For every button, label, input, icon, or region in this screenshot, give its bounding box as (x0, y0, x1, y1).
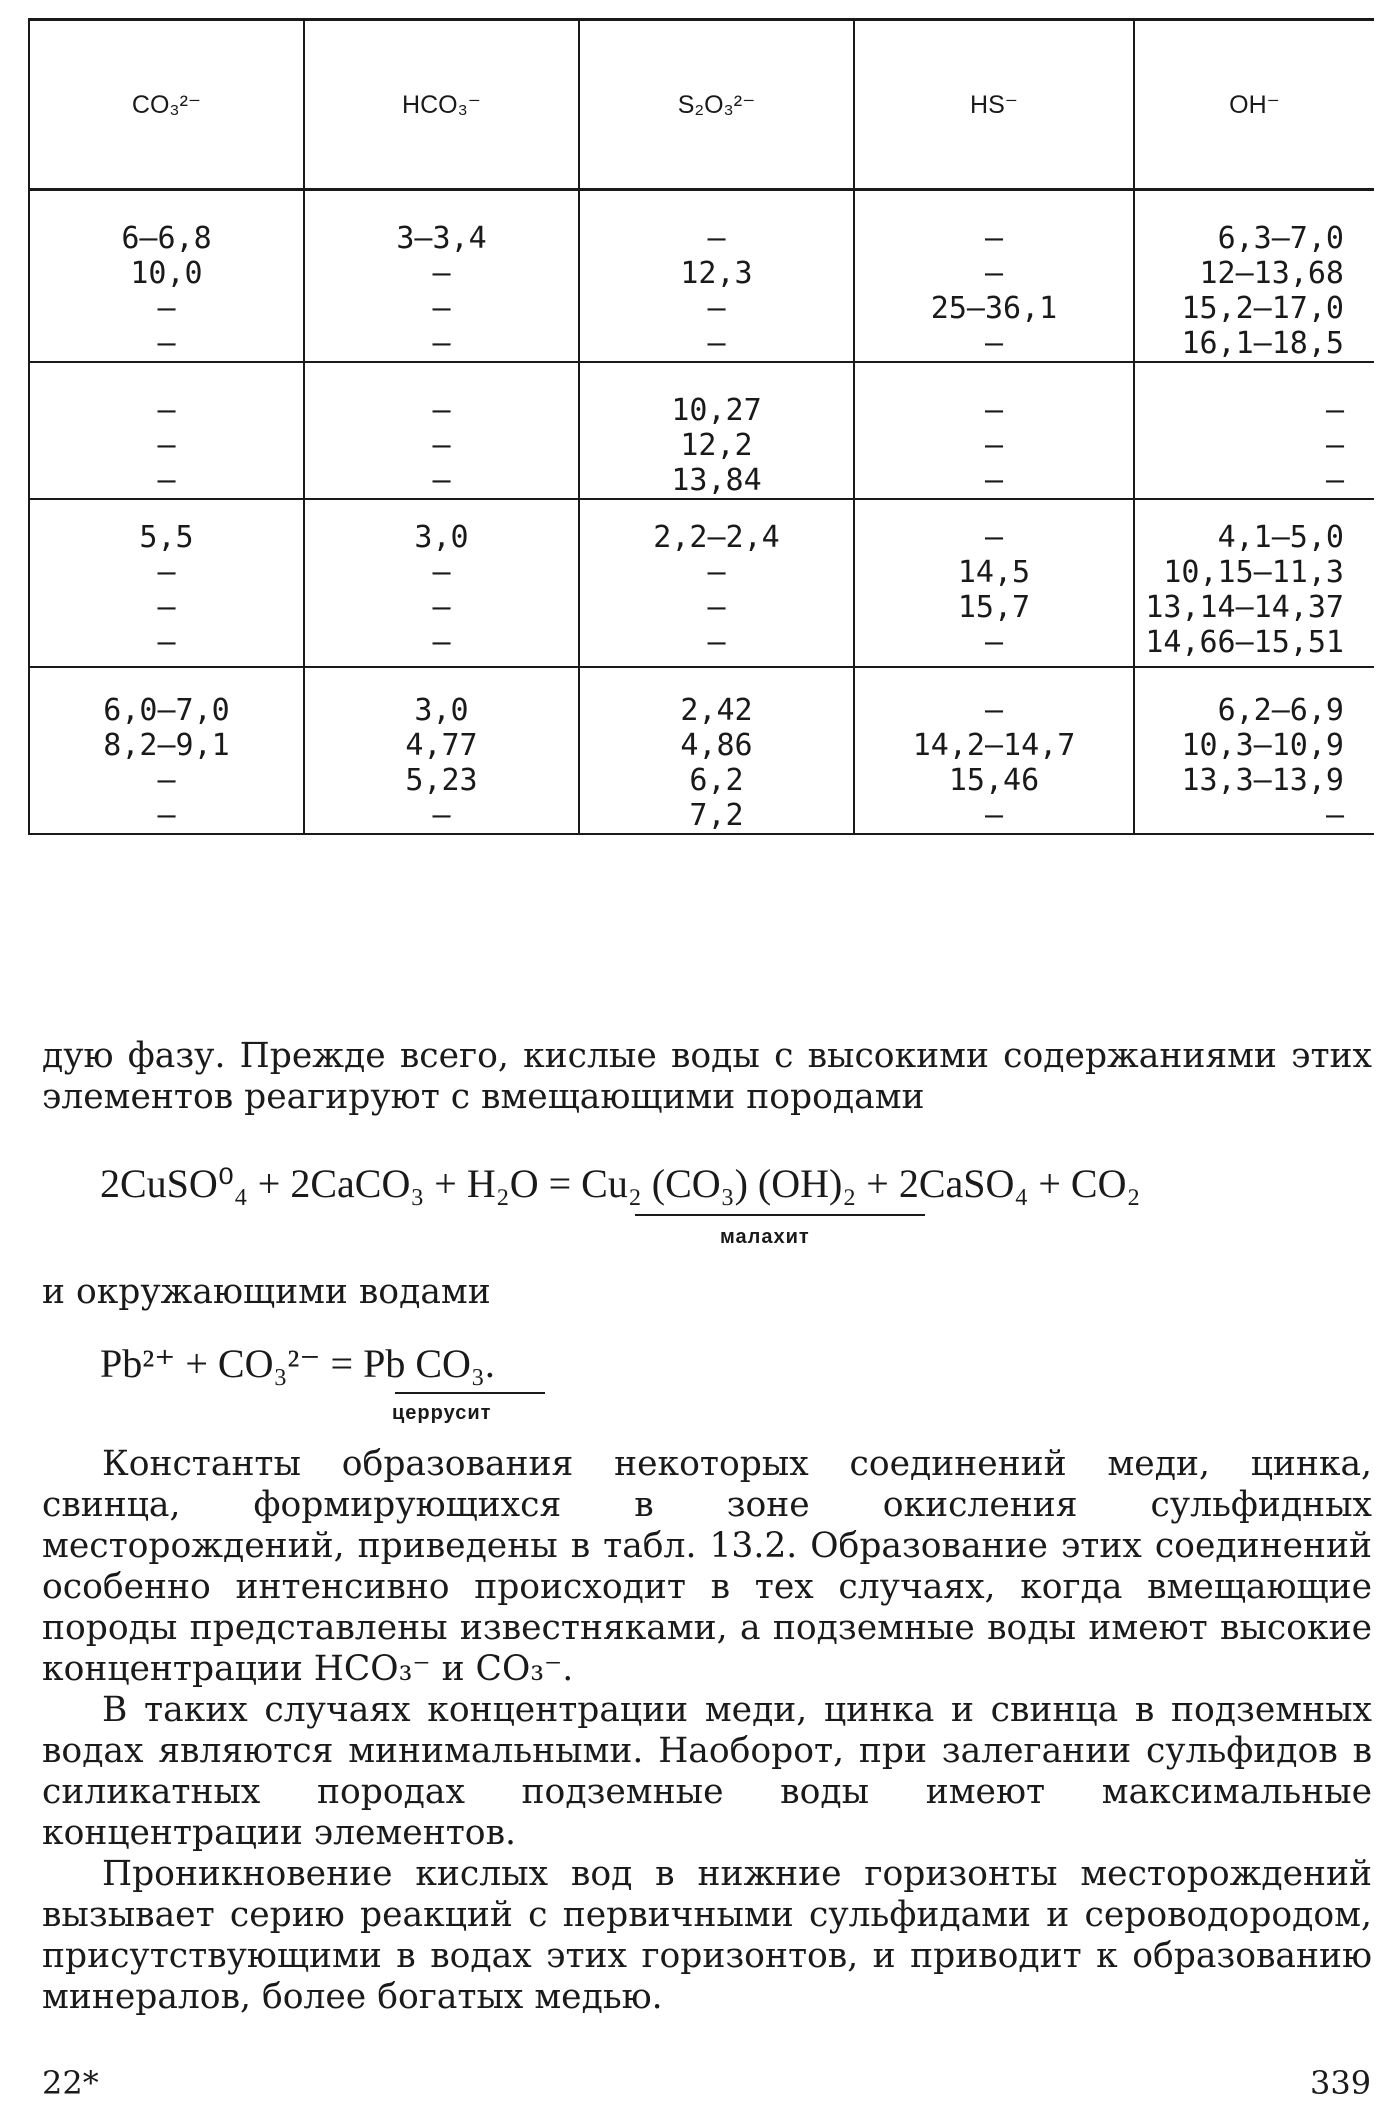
cell-value: — (432, 256, 451, 291)
table-cell-hs (854, 499, 1134, 667)
cell-value: 3,0 (414, 520, 469, 555)
cell-value: — (984, 463, 1004, 498)
table-cell-hco3 (304, 190, 579, 363)
cell-value: 3—3,4 (396, 221, 487, 256)
cell-value: 6,0—7,0 (103, 693, 230, 728)
cell-value: 6,2 (689, 763, 744, 798)
cell-value: — (1325, 428, 1344, 463)
cell-value: 15,2—17,0 (1181, 291, 1344, 326)
header-oh: OH⁻ (1134, 20, 1374, 190)
cell-value: — (707, 326, 726, 361)
cell-value: 13,84 (671, 463, 762, 498)
table-header-row (29, 20, 1374, 190)
table-cell-co3 (29, 362, 304, 499)
cell-value: — (707, 221, 726, 256)
cell-value: 13,3—13,9 (1181, 763, 1344, 798)
formula-underline-2 (395, 1392, 545, 1394)
table-cell-hco3 (304, 499, 579, 667)
cell-value: — (157, 291, 176, 326)
page-number: 339 (1310, 2064, 1372, 2102)
cell-value: 2,2—2,4 (653, 520, 780, 555)
header-s2o3: S₂O₃²⁻ (579, 20, 854, 190)
cell-value: — (984, 520, 1004, 555)
cell-value: 16,1—18,5 (1181, 326, 1344, 361)
cell-value: 7,2 (689, 798, 744, 833)
cell-value: 10,27 (671, 393, 762, 428)
cell-value: 15,46 (948, 763, 1040, 798)
cell-value: 4,1—5,0 (1217, 520, 1344, 555)
cell-value: 14,66—15,51 (1145, 625, 1344, 660)
cell-value: — (1325, 393, 1344, 428)
cell-value: — (1325, 463, 1344, 498)
paragraph-1: дую фазу. Прежде всего, кислые воды с высокими содержаниями этих элементов реагируют с вмещающими породами (42, 1036, 1372, 1117)
cell-value: 6—6,8 (121, 221, 212, 256)
cell-value: — (984, 393, 1004, 428)
cell-value: — (984, 256, 1004, 291)
paragraph-5: Проникновение кислых вод в нижние горизонты месторождений вызывает серию реакций с первичными сульфидами и сероводородом, присутствующими в водах этих горизонтов, и приводит к образованию минералов, более богатых медью. (42, 1854, 1372, 2017)
table-cell-co3 (29, 499, 304, 667)
cell-value: — (707, 625, 726, 660)
cell-value: — (1325, 798, 1344, 833)
cell-value: — (432, 428, 451, 463)
cell-value: 10,3—10,9 (1181, 728, 1344, 763)
data-table (28, 18, 1374, 835)
label-malachite: малахит (720, 1226, 810, 1248)
paragraph-3: Константы образования некоторых соединений меди, цинка, свинца, формирующихся в зоне окисления сульфидных месторождений, приведены в табл. 13.2. Образование этих соединений особенно интенсивно происходит в тех случаях, когда вмещающие породы представлены известняками, а подземные воды имеют высокие концентрации HCO₃⁻ и CO₃⁻. (42, 1444, 1372, 1689)
cell-value: — (432, 625, 451, 660)
table-cell-hs (854, 190, 1134, 363)
cell-value: 10,15—11,3 (1163, 555, 1344, 590)
header-hs: HS⁻ (854, 20, 1134, 190)
cell-value: 5,5 (139, 520, 194, 555)
table-row (29, 499, 1374, 667)
table-cell-hs (854, 362, 1134, 499)
formula-underline-1 (635, 1214, 925, 1216)
table-cell-hco3 (304, 667, 579, 834)
table-row (29, 667, 1374, 834)
cell-value: — (157, 463, 176, 498)
cell-value: 6,2—6,9 (1217, 693, 1344, 728)
cell-value: — (157, 590, 176, 625)
table-cell-s2o3 (579, 667, 854, 834)
cell-value: — (984, 326, 1004, 361)
header-hco3: HCO₃⁻ (304, 20, 579, 190)
cell-value: — (157, 326, 176, 361)
body-text-block-1 (42, 1036, 1372, 1118)
cell-value: 14,5 (957, 555, 1031, 590)
cell-value: 12,3 (680, 256, 753, 291)
cell-value: 4,77 (405, 728, 478, 763)
cell-value: 12—13,68 (1199, 256, 1344, 291)
cell-value: — (707, 291, 726, 326)
cell-value: 13,14—14,37 (1145, 590, 1344, 625)
cell-value: — (707, 590, 726, 625)
body-text-block-2 (42, 1272, 1372, 1313)
cell-value: — (432, 326, 451, 361)
cell-value: 3,0 (414, 693, 469, 728)
cell-value: — (157, 763, 176, 798)
header-co3: CO₃²⁻ (29, 20, 304, 190)
table-cell-s2o3 (579, 499, 854, 667)
cell-value: 5,23 (405, 763, 478, 798)
table-row (29, 190, 1374, 363)
cell-value: 25—36,1 (930, 291, 1058, 326)
cell-value: 15,7 (957, 590, 1031, 625)
cell-value: — (157, 555, 176, 590)
cell-value: — (432, 590, 451, 625)
cell-value: 2,42 (680, 693, 753, 728)
cell-value: — (984, 221, 1004, 256)
cell-value: — (157, 798, 176, 833)
table-cell-oh (1134, 499, 1374, 667)
cell-value: — (432, 555, 451, 590)
paragraph-2: и окружающими водами (42, 1272, 491, 1312)
formula-malachite: 2CuSO⁰₄ + 2CaCO₃ + H₂O = Cu₂ (CO₃) (OH)₂ + 2CaSO₄ + CO₂ (100, 1161, 1141, 1206)
cell-value: — (157, 393, 176, 428)
cell-value: — (432, 393, 451, 428)
table-cell-hco3 (304, 362, 579, 499)
formula-cerussite: Pb²⁺ + CO₃²⁻ = Pb CO₃. (100, 1341, 495, 1386)
cell-value: — (432, 798, 451, 833)
cell-value: — (157, 428, 176, 463)
table-cell-co3 (29, 667, 304, 834)
cell-value: — (157, 625, 176, 660)
cell-value: — (984, 693, 1004, 728)
table-cell-oh (1134, 362, 1374, 499)
table-cell-oh (1134, 667, 1374, 834)
label-cerussite: церрусит (392, 1402, 492, 1424)
cell-value: 12,2 (680, 428, 753, 463)
cell-value: 4,86 (680, 728, 753, 763)
table-cell-s2o3 (579, 190, 854, 363)
paragraph-4: В таких случаях концентрации меди, цинка и свинца в подземных водах являются минимальными. Наоборот, при залегании сульфидов в силикатных породах подземные воды имеют максимальные концентрации элементов. (42, 1690, 1372, 1853)
cell-value: 8,2—9,1 (103, 728, 230, 763)
cell-value: — (984, 625, 1004, 660)
cell-value: — (432, 291, 451, 326)
cell-value: 6,3—7,0 (1217, 221, 1344, 256)
cell-value: — (432, 463, 451, 498)
table-cell-s2o3 (579, 362, 854, 499)
table-cell-hs (854, 667, 1134, 834)
constants-table (28, 18, 1373, 835)
cell-value: 14,2—14,7 (912, 728, 1076, 763)
body-text-block-3 (42, 1444, 1372, 2018)
cell-value: — (707, 555, 726, 590)
cell-value: 10,0 (130, 256, 203, 291)
cell-value: — (984, 428, 1004, 463)
page-signature: 22* (42, 2064, 99, 2102)
table-cell-oh (1134, 190, 1374, 363)
table-cell-co3 (29, 190, 304, 363)
cell-value: — (984, 798, 1004, 833)
table-row (29, 362, 1374, 499)
